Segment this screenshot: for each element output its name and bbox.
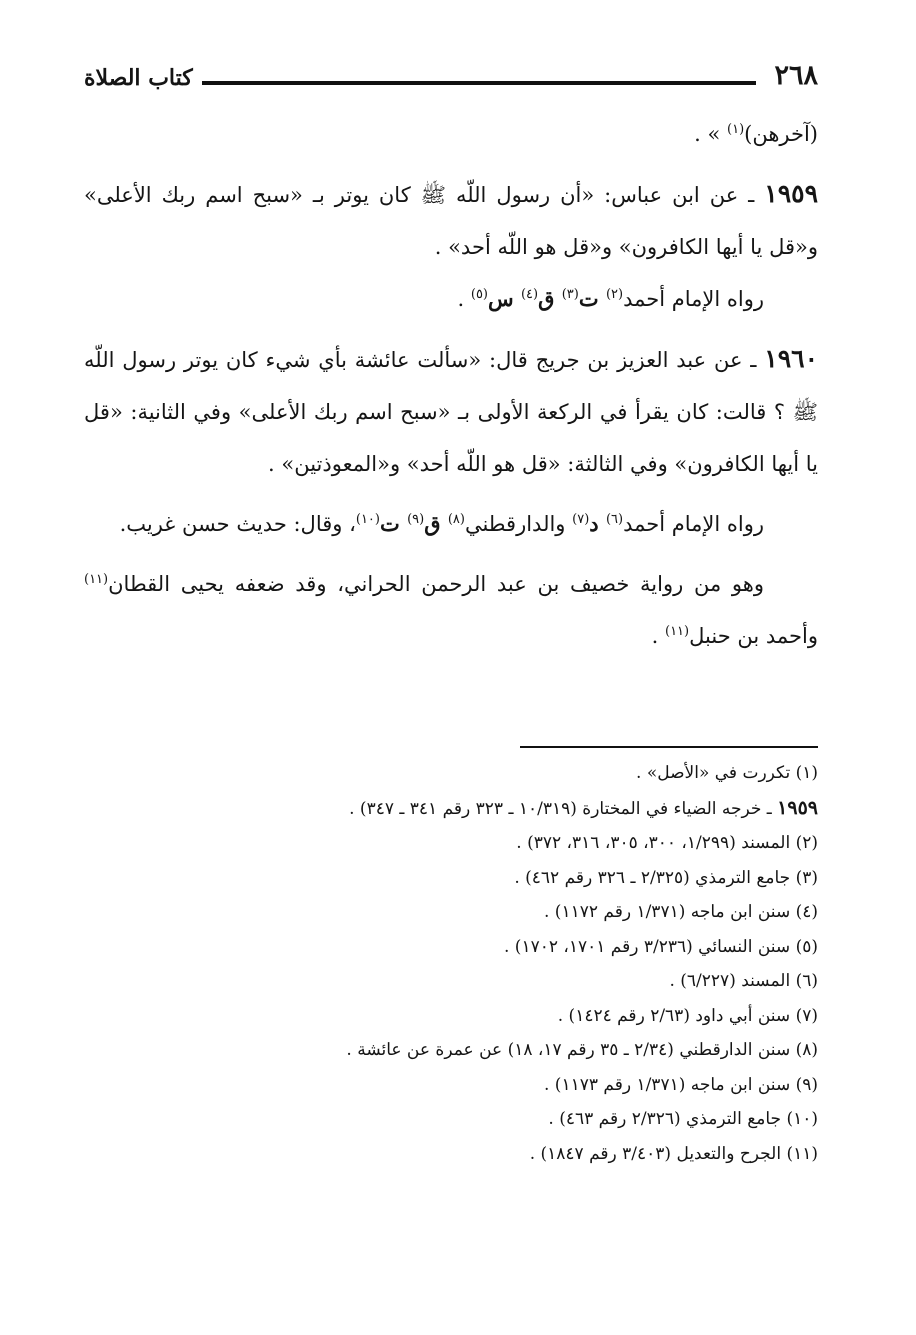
footnote-1959 [84,791,818,827]
footnote-ref: (٥) [470,287,488,302]
text: وهو من رواية خصيف بن عبد الرحمن الحراني، وقد ضعفه يحيى القطان [108,572,764,596]
footnote-1: (١) تكررت في «الأصل» . [636,763,818,783]
footnote-4: (٤) سنن ابن ماجه (١/٣٧١ رقم ١١٧٢) . [544,902,818,922]
footnote-5: (٥) سنن النسائي (٣/٢٣٦ رقم ١٧٠١، ١٧٠٢) . [504,936,818,957]
footnote-2: (٢) المسند (١/٢٩٩، ٣٠٠، ٣٠٥، ٣١٦، ٣٧٢) . [516,833,818,853]
main-text [84,108,818,662]
footnote-6: (٦) المسند (٦/٢٢٧) . [669,971,818,991]
footnote-7: (٧) سنن أبي داود (٢/٦٣ رقم ١٤٢٤) . [557,1005,818,1026]
footnote-ref: (١) [727,122,745,137]
footnote-ref: (١١) [665,624,690,639]
text: وأحمد بن حنبل [689,624,818,648]
paragraph-continuation [84,108,818,160]
footnote-ref: (١٠) [355,512,380,527]
text: » . [694,122,727,146]
footnote-10: (١٠) جامع الترمذي (٢/٣٢٦ رقم ٤٦٣) . [548,1109,818,1129]
footnote-ref: (٣) [561,287,579,302]
narration-1959 [84,273,818,325]
text: رواه الإمام أحمد [623,512,764,536]
siglum: س [488,286,521,311]
siglum: ق [424,511,448,536]
page-number: ٢٦٨ [774,60,818,91]
footnote-ref: (٩) [407,512,425,527]
hadith-number: ١٩٥٩ [764,179,818,208]
page-header [84,58,818,98]
siglum: ق [538,286,562,311]
footnotes [84,756,818,1171]
hadith-number: ١٩٥٩ [777,796,818,819]
commentary-paragraph [84,558,818,662]
footnote-9: (٩) سنن ابن ماجه (١/٣٧١ رقم ١١٧٣) . [544,1074,818,1095]
text: رواه الإمام أحمد [623,287,764,311]
footnote-divider [520,746,818,748]
footnote-ref: (٦) [605,512,624,527]
footnote-ref: (٢) [605,287,624,302]
header-rule [202,81,756,85]
text: (آخرهن) [744,122,818,146]
footnote-11: (١١) الجرح والتعديل (٣/٤٠٣ رقم ١٨٤٧) . [529,1143,818,1164]
text: والدارقطني [464,512,573,536]
book-title: كتاب الصلاة [84,65,193,91]
footnote-ref: (١١) [84,572,109,587]
siglum: ت [578,286,606,311]
siglum: د [589,511,606,536]
footnote-3: (٣) جامع الترمذي (٢/٣٢٥ ـ ٣٢٦ رقم ٤٦٢) . [514,867,818,888]
footnote-text: ـ خرجه الضياء في المختارة (١٠/٣١٩ ـ ٣٢٣ رقم ٣٤١ ـ ٣٤٧) . [349,798,778,819]
narration-1960 [84,498,818,550]
hadith-number: ١٩٦٠ [764,344,818,373]
footnote-ref: (٧) [572,512,590,527]
footnote-ref: (٤) [520,287,539,302]
hadith-1959 [84,168,818,273]
siglum: ت [379,511,408,536]
text: ، وقال: حديث حسن غريب. [119,512,356,536]
hadith-text: ـ عن عبد العزيز بن جريج قال: «سألت عائشة بأي شيء كان يوتر رسول اللّه ﷺ ؟ قالت: كان يقرأ في الركعة الأولى بـ «سبح اسم ربك الأعلى» وفي الثانية: «قل يا أيها الكافرون» وفي الثالثة: «قل هو اللّه أحد» و«المعوذتين» . [84,348,818,476]
hadith-1960 [84,333,818,490]
footnote-8: (٨) سنن الدارقطني (٢/٣٤ ـ ٣٥ رقم ١٧، ١٨) عن عمرة عن عائشة . [346,1040,818,1060]
hadith-text: ـ عن ابن عباس: «أن رسول اللّه ﷺ كان يوتر بـ «سبح اسم ربك الأعلى» و«قل يا أيها الكافرون» و«قل هو اللّه أحد» . [84,183,818,259]
text: . [457,287,471,311]
text: . [651,624,665,648]
footnote-ref: (٨) [447,512,465,527]
